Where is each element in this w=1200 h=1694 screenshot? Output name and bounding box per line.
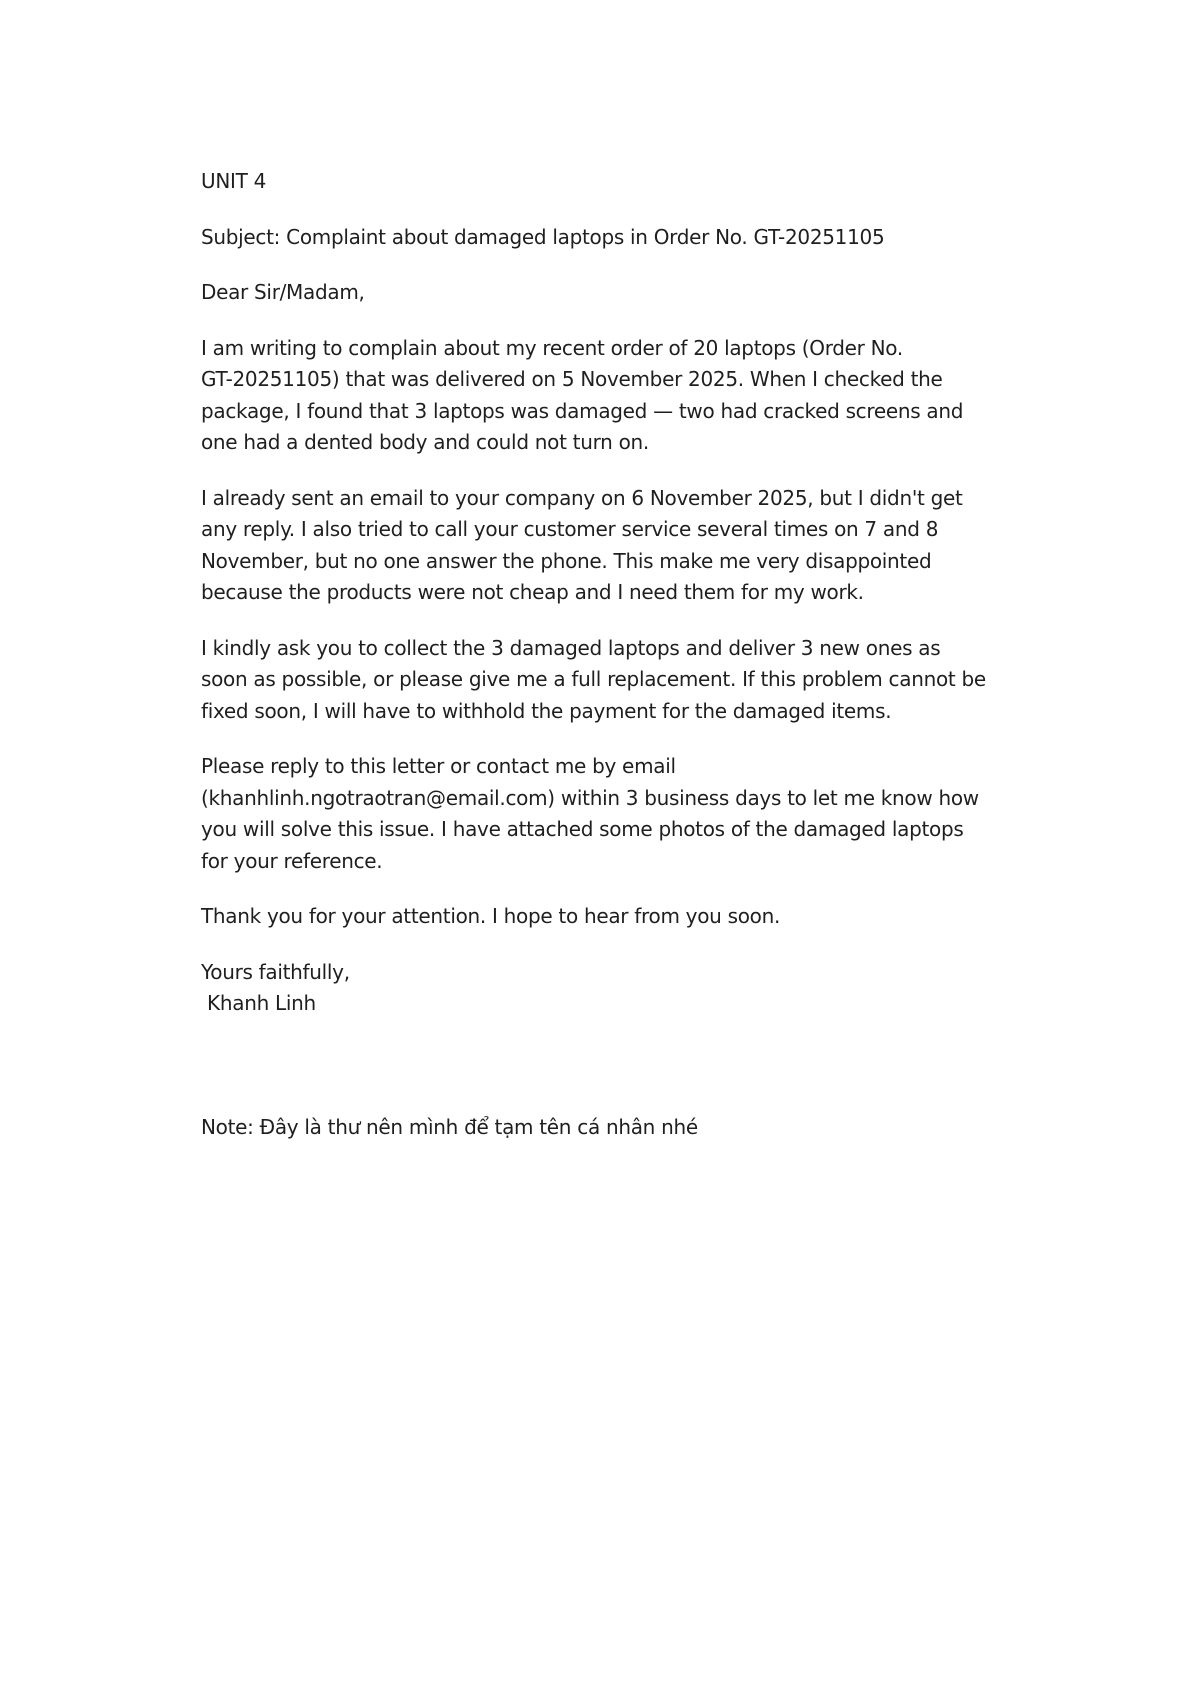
closing-block	[201, 957, 1096, 1020]
text-line: package, I found that 3 laptops was damaged — two had cracked screens and	[201, 398, 964, 423]
text-line: you will solve this issue. I have attached some photos of the damaged laptops	[201, 817, 964, 841]
text-line: I am writing to complain about my recent order of 20 laptops (Order No.	[201, 335, 903, 360]
subject-line: Subject: Complaint about damaged laptops in Order No. GT-20251105	[201, 224, 885, 249]
text-line: one had a dented body and could not turn on.	[201, 430, 649, 454]
letter-body	[201, 166, 1096, 1167]
text-line: GT-20251105) that was delivered on 5 November 2025. When I checked the	[201, 367, 943, 391]
text-line: November, but no one answer the phone. This make me very disappointed	[201, 548, 932, 573]
text-line: I already sent an email to your company on 6 November 2025, but I didn't get	[201, 485, 963, 510]
text-line: soon as possible, or please give me a full replacement. If this problem cannot be	[201, 667, 986, 691]
paragraph-thanks	[201, 901, 1096, 933]
unit-heading: UNIT 4	[201, 169, 266, 193]
text-line: because the products were not cheap and I need them for my work.	[201, 580, 864, 604]
closing: Yours faithfully,	[201, 959, 350, 984]
signature: Khanh Linh	[201, 991, 316, 1015]
spacer	[201, 1044, 1096, 1112]
salutation: Dear Sir/Madam,	[201, 280, 365, 304]
text-line: (khanhlinh.ngotraotran@email.com) within 3 business days to let me know how	[201, 785, 979, 810]
text-line: fixed soon, I will have to withhold the payment for the damaged items.	[201, 698, 892, 723]
paragraph-complaint	[201, 333, 1096, 459]
paragraph-request	[201, 633, 1096, 728]
paragraph-follow-up	[201, 483, 1096, 609]
text-line: any reply. I also tried to call your customer service several times on 7 and 8	[201, 517, 939, 541]
note-line: Note: Đây là thư nên mình để tạm tên cá nhân nhé	[201, 1114, 698, 1139]
paragraph-contact	[201, 751, 1096, 877]
text-line: I kindly ask you to collect the 3 damaged laptops and deliver 3 new ones as	[201, 635, 941, 660]
text-line: Please reply to this letter or contact me by email	[201, 754, 676, 778]
text-line: Thank you for your attention. I hope to hear from you soon.	[201, 904, 781, 928]
text-line: for your reference.	[201, 848, 383, 873]
